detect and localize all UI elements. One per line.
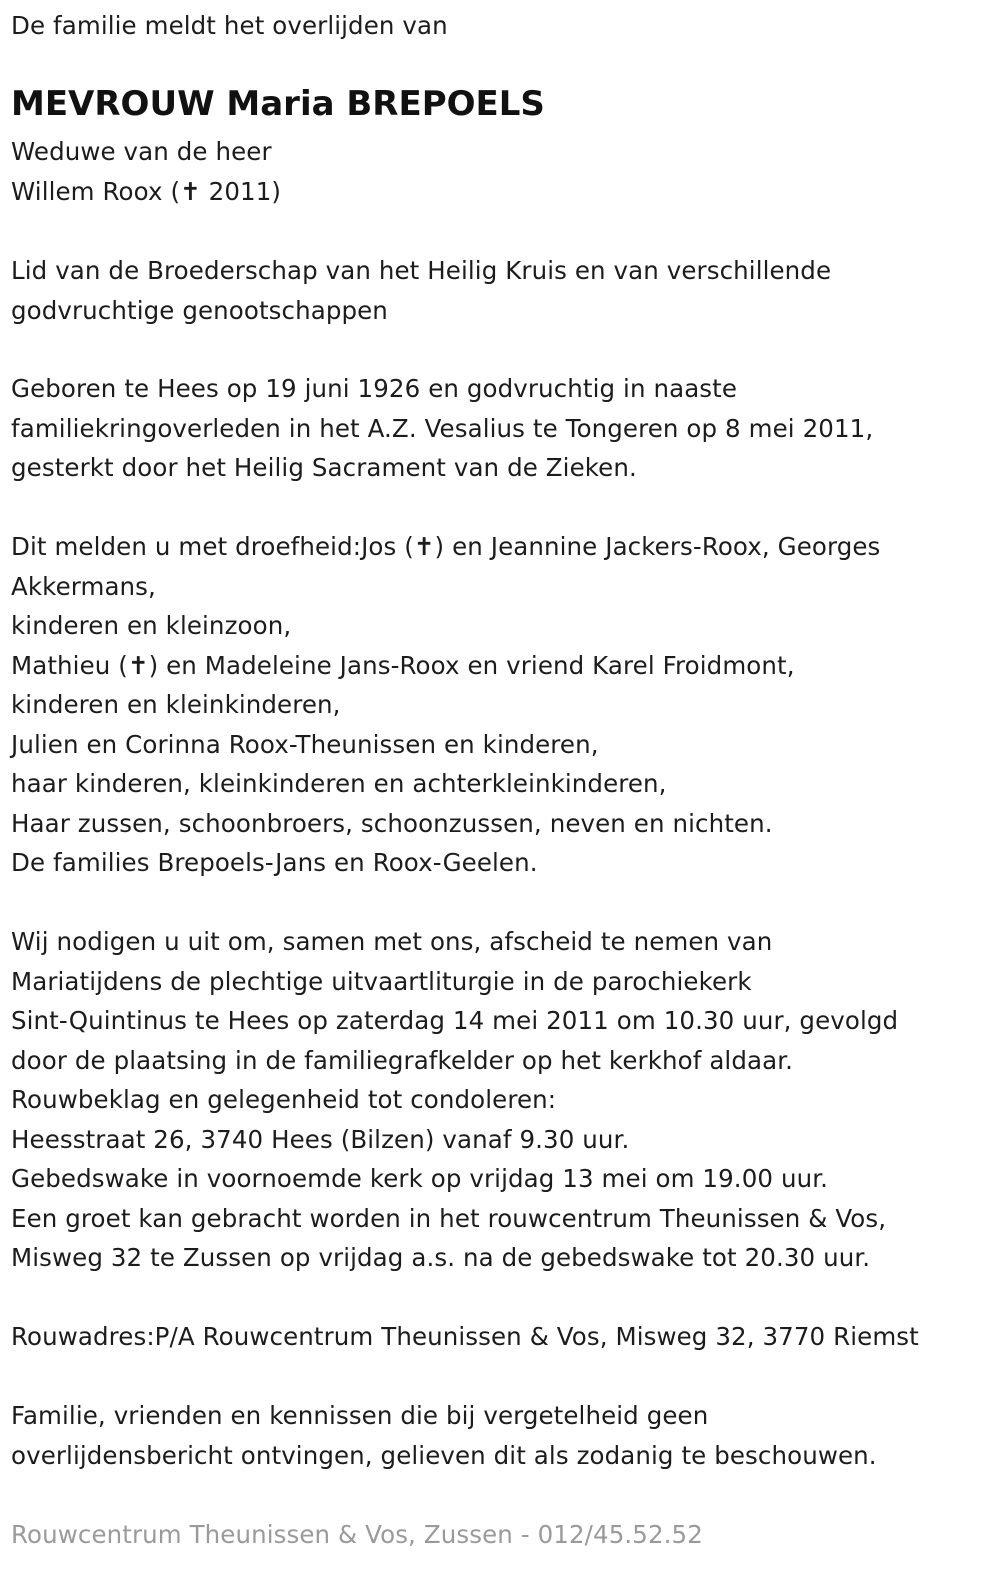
intro-text: De familie meldt het overlijden van <box>11 11 448 40</box>
widow-line: Willem Roox (✝ 2011) <box>11 176 282 206</box>
address-line: Rouwadres:P/A Rouwcentrum Theunissen & Vos, Misweg 32, 3770 Riemst <box>11 1322 919 1351</box>
family-line: kinderen en kleinkinderen, <box>11 690 341 719</box>
ceremony-line: Wij nodigen u uit om, samen met ons, afscheid te nemen van <box>11 927 773 956</box>
widow-block <box>11 132 281 211</box>
birth-death-line: Geboren te Hees op 19 juni 1926 en godvruchtig in naaste <box>11 374 738 403</box>
address-block <box>11 1317 919 1357</box>
birth-death-line: gesterkt door het Heilig Sacrament van de Zieken. <box>11 453 637 482</box>
ceremony-line: Misweg 32 te Zussen op vrijdag a.s. na de gebedswake tot 20.30 uur. <box>11 1243 871 1272</box>
ceremony-line: Sint-Quintinus te Hees op zaterdag 14 mei 2011 om 10.30 uur, gevolgd <box>11 1006 899 1035</box>
membership-line: godvruchtige genootschappen <box>11 295 388 325</box>
ceremony-line: Mariatijdens de plechtige uitvaartliturgie in de parochiekerk <box>11 966 752 996</box>
family-line: Julien en Corinna Roox-Theunissen en kinderen, <box>11 729 599 759</box>
deceased-name: MEVROUW Maria BREPOELS <box>11 84 545 124</box>
notice-line: overlijdensbericht ontvingen, gelieven dit als zodanig te beschouwen. <box>11 1440 877 1470</box>
widow-line: Weduwe van de heer <box>11 137 272 166</box>
ceremony-line: Rouwbeklag en gelegenheid tot condoleren: <box>11 1085 557 1114</box>
family-line: kinderen en kleinzoon, <box>11 611 292 640</box>
notice-block <box>11 1396 877 1475</box>
notice-line: Familie, vrienden en kennissen die bij vergetelheid geen <box>11 1401 709 1430</box>
birth-death-line: familiekringoverleden in het A.Z. Vesalius te Tongeren op 8 mei 2011, <box>11 413 874 443</box>
ceremony-block <box>11 922 898 1278</box>
family-line: haar kinderen, kleinkinderen en achterkleinkinderen, <box>11 769 667 798</box>
birth-death-block <box>11 369 873 488</box>
family-line: Mathieu (✝) en Madeleine Jans-Roox en vriend Karel Froidmont, <box>11 650 795 680</box>
membership-block <box>11 251 831 330</box>
family-line: Dit melden u met droefheid:Jos (✝) en Jeannine Jackers-Roox, Georges <box>11 532 881 561</box>
ceremony-line: door de plaatsing in de familiegrafkelder op het kerkhof aldaar. <box>11 1045 794 1075</box>
ceremony-line: Gebedswake in voornoemde kerk op vrijdag 13 mei om 19.00 uur. <box>11 1164 829 1193</box>
funeral-home-footer: Rouwcentrum Theunissen & Vos, Zussen - 012/45.52.52 <box>11 1520 703 1549</box>
family-block <box>11 527 880 883</box>
ceremony-line: Een groet kan gebracht worden in het rouwcentrum Theunissen & Vos, <box>11 1203 887 1233</box>
family-line: De families Brepoels-Jans en Roox-Geelen. <box>11 848 538 877</box>
membership-line: Lid van de Broederschap van het Heilig Kruis en van verschillende <box>11 256 832 285</box>
family-line: Haar zussen, schoonbroers, schoonzussen, neven en nichten. <box>11 808 773 838</box>
ceremony-line: Heesstraat 26, 3740 Hees (Bilzen) vanaf 9.30 uur. <box>11 1124 630 1154</box>
family-line: Akkermans, <box>11 571 156 601</box>
